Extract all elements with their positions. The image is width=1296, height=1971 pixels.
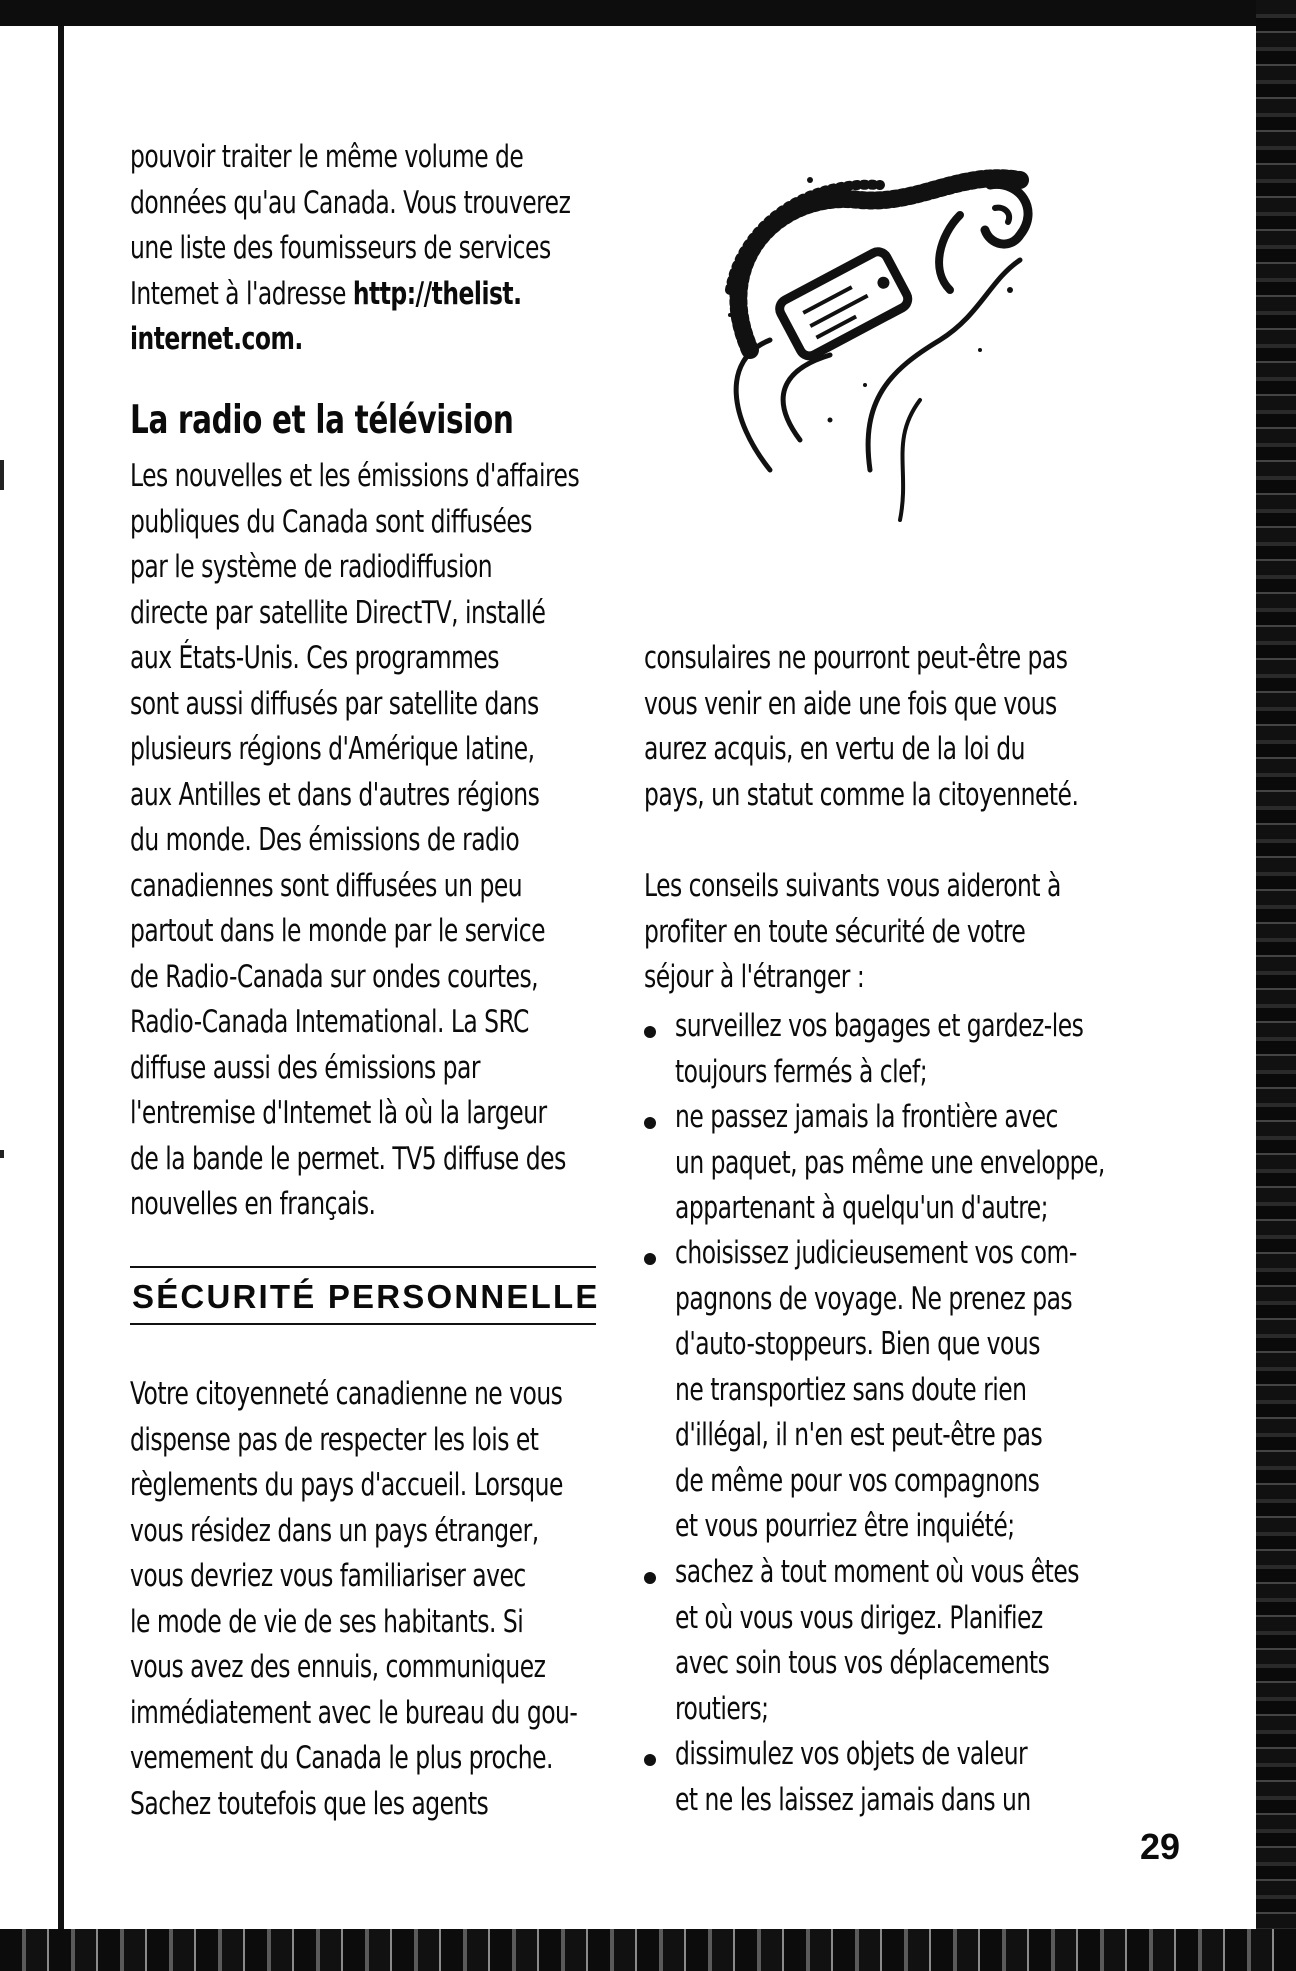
text-line: règlements du pays d'accueil. Lorsque <box>130 1467 563 1503</box>
text-line: nouvelles en français. <box>130 1186 376 1222</box>
text-line: directe par satellite DirectTV, installé <box>130 594 546 631</box>
continuation-paragraph <box>644 636 1078 818</box>
text-line: Sachez toutefois que les agents <box>130 1785 489 1822</box>
text-line: avec soin tous vos déplacements <box>675 1645 1050 1681</box>
section-title: SÉCURITÉ PERSONNELLE <box>132 1278 600 1315</box>
bullet-icon <box>644 1117 656 1129</box>
text-line: une liste des foumisseurs de services <box>130 230 551 266</box>
bullet-icon <box>644 1026 656 1038</box>
scan-edge-mark <box>0 460 4 490</box>
text-fragment: Intemet à l'adresse <box>130 275 353 312</box>
text-line: et vous pourriez être inquiété; <box>675 1508 1015 1544</box>
page-number: 29 <box>1140 1826 1181 1867</box>
text-line: ne transportiez sans doute rien <box>675 1371 1027 1408</box>
list-item-text <box>675 1095 1105 1232</box>
text-line <box>130 272 570 318</box>
text-line: séjour à l'étranger : <box>644 959 865 995</box>
text-line: consulaires ne pourront peut-être pas <box>644 640 1068 676</box>
section-rule-top <box>130 1266 596 1268</box>
text-line: d'auto-stoppeurs. Bien que vous <box>675 1326 1040 1362</box>
text-line: vemement du Canada le plus proche. <box>130 1740 553 1776</box>
text-line: par le système de radiodiffusion <box>130 549 493 585</box>
text-line: du monde. Des émissions de radio <box>130 822 520 858</box>
scan-edge-mark <box>0 1150 4 1158</box>
text-line: plusieurs régions d'Amérique latine, <box>130 731 535 767</box>
text-line: et ne les laissez jamais dans un <box>675 1781 1031 1818</box>
bullet-icon <box>644 1754 656 1766</box>
text-line: sont aussi diffusés par satellite dans <box>130 685 539 722</box>
tips-intro-paragraph <box>644 864 1061 1001</box>
text-line: Les nouvelles et les émissions d'affaires <box>130 458 580 494</box>
text-line: diffuse aussi des émissions par <box>130 1049 481 1086</box>
page-gutter-line <box>58 26 64 1931</box>
text-line: de même pour vos compagnons <box>675 1462 1040 1499</box>
text-line: immédiatement avec le bureau du gou- <box>130 1694 578 1731</box>
section-rule-bottom <box>130 1323 596 1325</box>
scan-border-bottom <box>0 1929 1296 1971</box>
radio-paragraph <box>130 454 579 1228</box>
text-line: Les conseils suivants vous aideront à <box>644 868 1061 904</box>
text-line: aux États-Unis. Ces programmes <box>130 640 499 676</box>
text-line: surveillez vos bagages et gardez-les <box>675 1008 1084 1044</box>
bullet-icon <box>644 1572 656 1584</box>
scan-border-top <box>0 0 1296 26</box>
scan-border-right <box>1256 0 1296 1971</box>
list-item-text <box>675 1732 1031 1823</box>
text-line: dissimulez vos objets de valeur <box>675 1736 1028 1772</box>
text-line: et où vous vous dirigez. Planifiez <box>675 1599 1043 1636</box>
url-link-part[interactable]: http://thelist. <box>352 275 522 312</box>
text-line: aurez acquis, en vertu de la loi du <box>644 731 1025 767</box>
intro-paragraph <box>130 135 570 363</box>
text-line: partout dans le monde par le service <box>130 913 546 949</box>
text-line: choisissez judicieusement vos com- <box>675 1235 1077 1271</box>
text-line: pays, un statut comme la citoyenneté. <box>644 776 1079 813</box>
text-line: profiter en toute sécurité de votre <box>644 913 1026 950</box>
list-item-text <box>675 1550 1079 1732</box>
text-line: aux Antilles et dans d'autres régions <box>130 776 540 813</box>
text-line: vous avez des ennuis, communiquez <box>130 1649 546 1685</box>
text-line: d'illégal, il n'en est peut-être pas <box>675 1417 1043 1453</box>
security-paragraph <box>130 1372 577 1827</box>
text-line: un paquet, pas même une enveloppe, <box>675 1144 1105 1181</box>
text-line: vous venir en aide une fois que vous <box>644 685 1057 722</box>
text-line: pouvoir traiter le même volume de <box>130 139 524 175</box>
text-line: de la bande le permet. TV5 diffuse des <box>130 1140 566 1177</box>
text-line: canadiennes sont diffusées un peu <box>130 867 523 904</box>
bullet-icon <box>644 1253 656 1265</box>
text-line: appartenant à quelqu'un d'autre; <box>675 1190 1049 1226</box>
text-line: dispense pas de respecter les lois et <box>130 1421 539 1458</box>
text-line: vous devriez vous familiariser avec <box>130 1558 526 1594</box>
text-line: pagnons de voyage. Ne prenez pas <box>675 1280 1073 1317</box>
text-line: données qu'au Canada. Vous trouverez <box>130 184 571 221</box>
text-line: routiers; <box>675 1690 769 1727</box>
text-line: de Radio-Canada sur ondes courtes, <box>130 958 539 995</box>
luggage-tag-icon <box>690 140 1070 540</box>
list-item-text <box>675 1231 1077 1550</box>
radio-heading: La radio et la télévision <box>130 398 514 443</box>
text-line: Radio-Canada Intemational. La SRC <box>130 1004 529 1040</box>
text-line: Votre citoyenneté canadienne ne vous <box>130 1376 563 1412</box>
text-line: publiques du Canada sont diffusées <box>130 503 533 540</box>
text-line: sachez à tout moment où vous êtes <box>675 1554 1079 1590</box>
text-line: l'entremise d'Intemet là où la largeur <box>130 1095 547 1131</box>
text-line: ne passez jamais la frontière avec <box>675 1099 1058 1135</box>
url-link-part[interactable]: internet.com. <box>130 321 303 357</box>
text-line: le mode de vie de ses habitants. Si <box>130 1603 524 1640</box>
text-line: vous résidez dans un pays étranger, <box>130 1512 539 1549</box>
list-item-text <box>675 1004 1083 1095</box>
text-line: toujours fermés à clef; <box>675 1053 928 1090</box>
